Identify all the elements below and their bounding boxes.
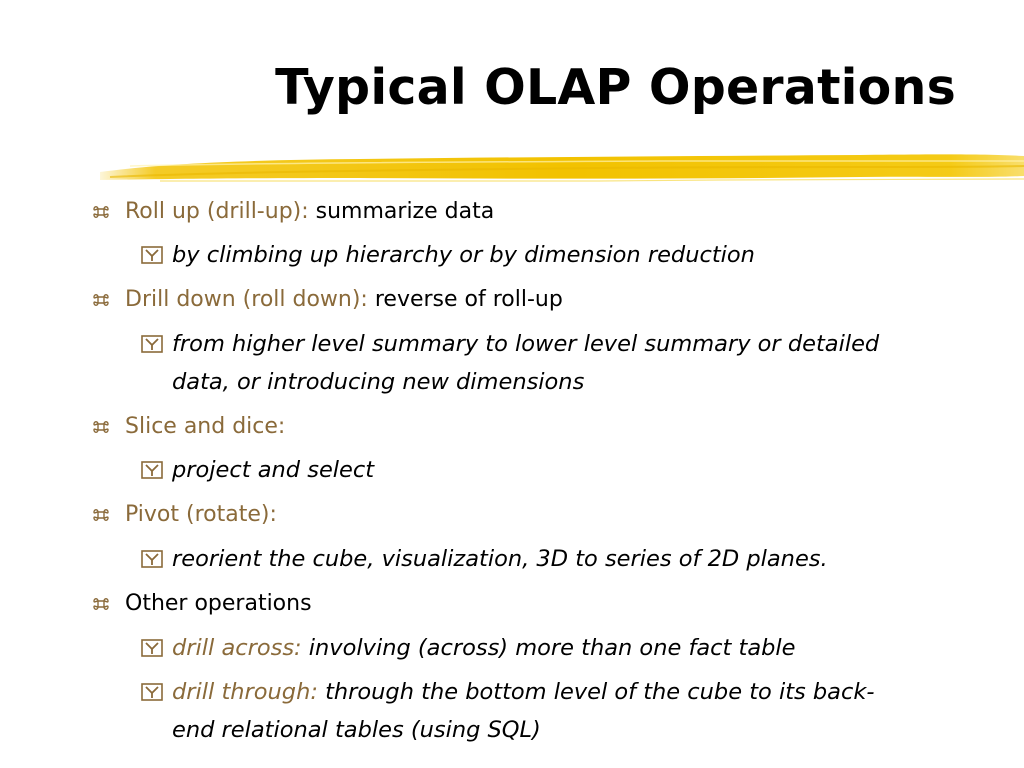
sub-item-text: reorient the cube, visualization, 3D to series of 2D planes. <box>172 546 828 572</box>
checkbox-y-icon <box>141 673 165 711</box>
checkbox-y-icon <box>141 451 165 489</box>
sub-item-text: from higher level summary to lower level summary or detailed <box>172 331 880 357</box>
item-description: Other operations <box>125 591 312 616</box>
checkbox-y-icon <box>141 325 165 363</box>
list-item-text <box>125 585 312 623</box>
item-description: summarize data <box>308 199 495 224</box>
sub-item-description: through the bottom level of the cube to its back- <box>317 679 875 705</box>
item-description: reverse of roll-up <box>367 287 563 312</box>
sub-item-term: drill through: <box>172 679 318 705</box>
item-term: Slice and dice: <box>125 414 286 439</box>
item-term: Drill down (roll down): <box>125 287 368 312</box>
sub-item-description: involving (across) more than one fact table <box>301 635 796 661</box>
list-item-text <box>125 496 277 534</box>
command-key-icon <box>88 193 114 231</box>
checkbox-y-icon <box>141 540 165 578</box>
list-item-text <box>125 281 563 319</box>
item-term: Roll up (drill-up): <box>125 199 309 224</box>
sub-item-text <box>172 629 796 667</box>
checkbox-y-icon <box>141 629 165 667</box>
slide-title: Typical OLAP Operations <box>275 59 956 116</box>
item-term: Pivot (rotate): <box>125 502 277 527</box>
list-item-text <box>125 408 285 446</box>
sub-item-text: data, or introducing new dimensions <box>172 369 585 395</box>
command-key-icon <box>88 408 114 446</box>
list-item-text <box>125 193 494 231</box>
sub-item-text: by climbing up hierarchy or by dimension reduction <box>172 242 755 268</box>
sub-item-text <box>172 673 875 711</box>
checkbox-y-icon <box>141 236 165 274</box>
command-key-icon <box>88 585 114 623</box>
command-key-icon <box>88 496 114 534</box>
sub-item-text: project and select <box>172 457 375 483</box>
sub-item-text: end relational tables (using SQL) <box>172 717 541 743</box>
sub-item-term: drill across: <box>172 635 302 661</box>
command-key-icon <box>88 281 114 319</box>
